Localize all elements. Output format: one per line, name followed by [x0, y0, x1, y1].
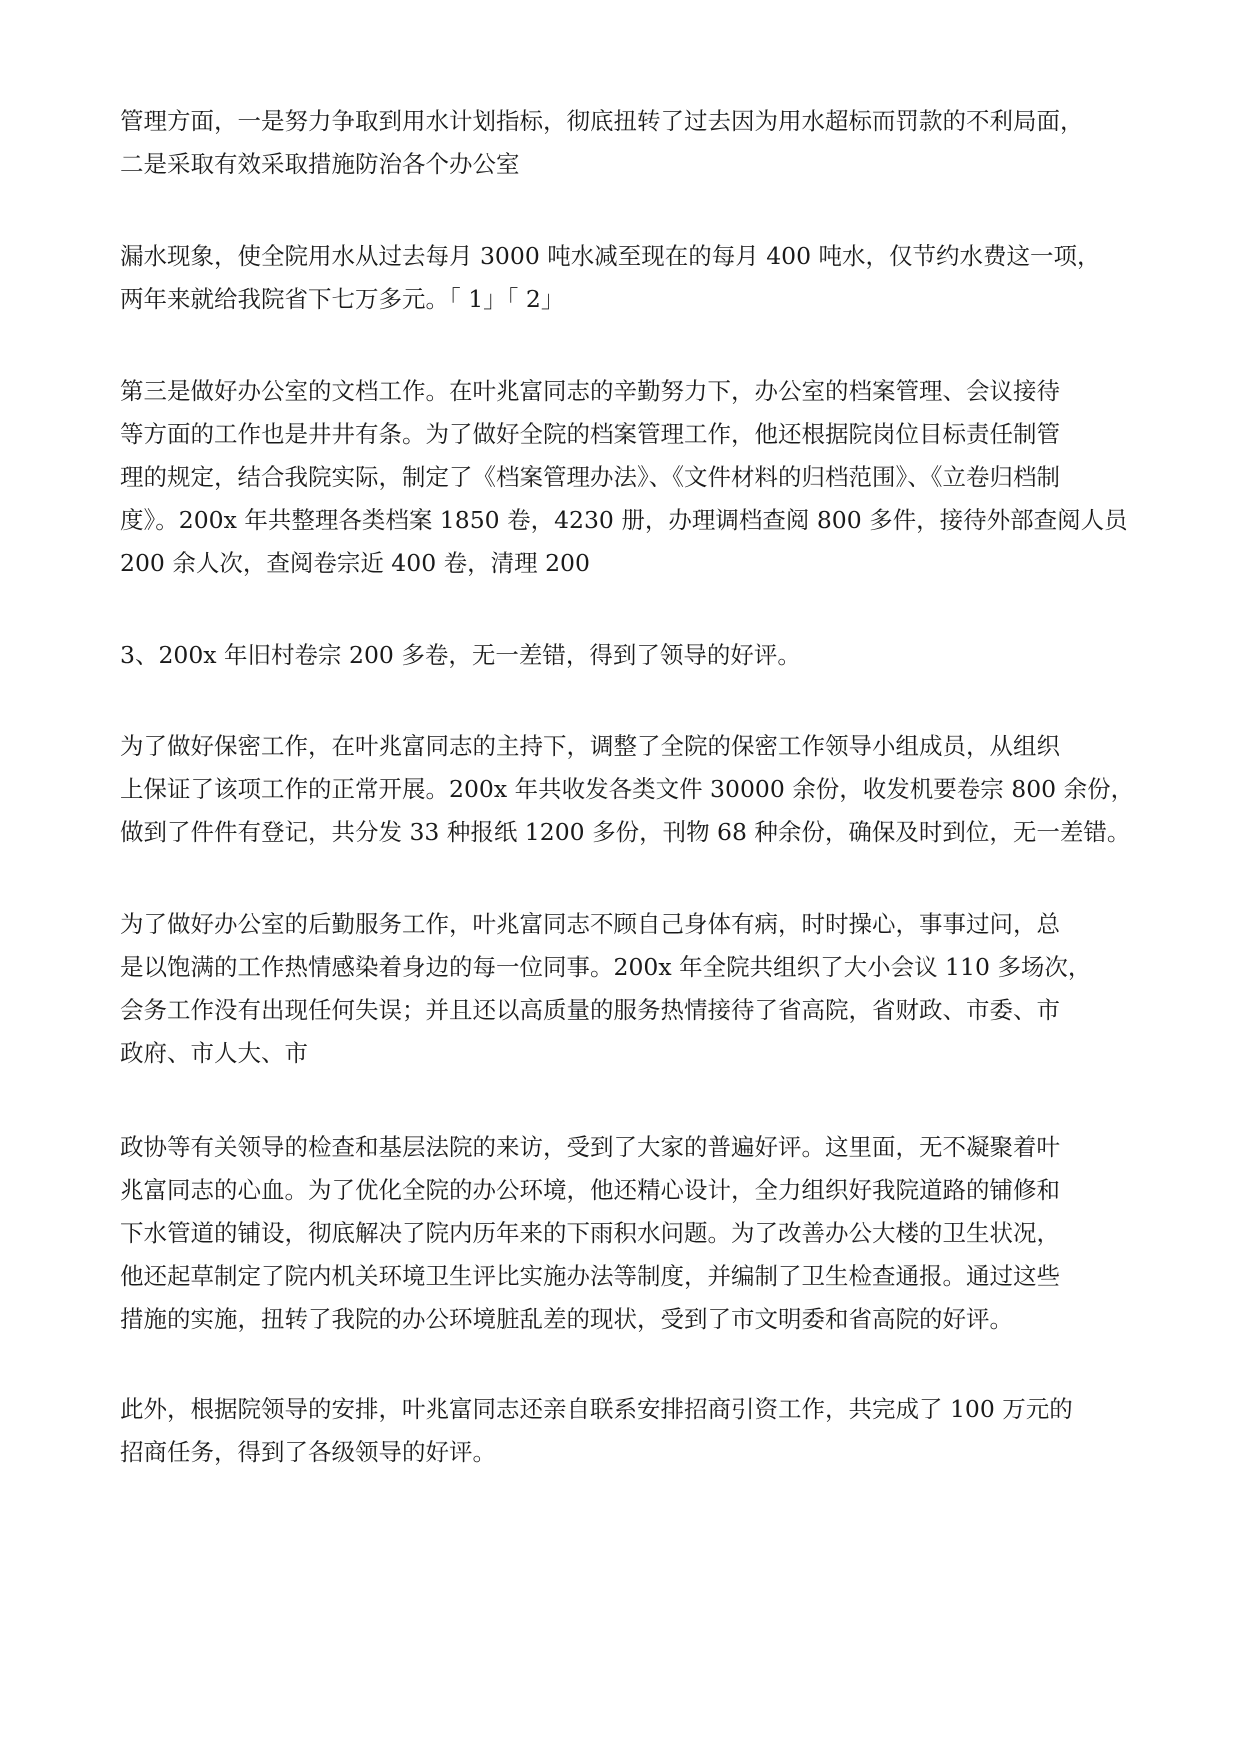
text-line: 为了做好保密工作，在叶兆富同志的主持下，调整了全院的保密工作领导小组成员，从组织	[120, 732, 1060, 760]
text-line: 他还起草制定了院内机关环境卫生评比实施办法等制度，并编制了卫生检查通报。通过这些	[120, 1262, 1060, 1290]
text-line: 两年来就给我院省下七万多元。「 1」「 2」	[120, 285, 565, 313]
text-line: 为了做好办公室的后勤服务工作，叶兆富同志不顾自己身体有病，时时操心，事事过问，总	[120, 910, 1060, 938]
text-line: 政府、市人大、市	[120, 1039, 308, 1067]
text-line: 下水管道的铺设，彻底解决了院内历年来的下雨积水问题。为了改善办公大楼的卫生状况，	[120, 1219, 1060, 1247]
text-line: 漏水现象，使全院用水从过去每月 3000 吨水减至现在的每月 400 吨水，仅节约水费这一项，	[120, 242, 1101, 270]
text-line: 会务工作没有出现任何失误；并且还以高质量的服务热情接待了省高院，省财政、市委、市	[120, 996, 1060, 1024]
text-line: 度》。200x 年共整理各类档案 1850 卷，4230 册，办理调档查阅 800 多件，接待外部查阅人员	[120, 506, 1128, 534]
paragraph-water-management	[120, 100, 1120, 186]
text-line: 3、200x 年旧村卷宗 200 多卷，无一差错，得到了领导的好评。	[120, 641, 801, 669]
text-line: 此外，根据院领导的安排，叶兆富同志还亲自联系安排招商引资工作，共完成了 100 万元的	[120, 1395, 1073, 1423]
text-line: 是以饱满的工作热情感染着身边的每一位同事。200x 年全院共组织了大小会议 110 多场次，	[120, 953, 1092, 981]
paragraph-village-files	[120, 634, 1120, 677]
text-line: 措施的实施，扭转了我院的办公环境脏乱差的现状，受到了市文明委和省高院的好评。	[120, 1305, 1013, 1333]
paragraph-confidentiality	[120, 725, 1135, 854]
paragraph-logistics	[120, 903, 1120, 1075]
paragraph-environment	[120, 1126, 1120, 1341]
text-line: 上保证了该项工作的正常开展。200x 年共收发各类文件 30000 余份，收发机要卷宗 800 余份，	[120, 775, 1135, 803]
paragraph-water-leak	[120, 235, 1120, 321]
text-line: 兆富同志的心血。为了优化全院的办公环境，他还精心设计，全力组织好我院道路的铺修和	[120, 1176, 1060, 1204]
text-line: 二是采取有效采取措施防治各个办公室	[120, 150, 520, 178]
text-line: 招商任务，得到了各级领导的好评。	[120, 1438, 496, 1466]
text-line: 政协等有关领导的检查和基层法院的来访，受到了大家的普遍好评。这里面，无不凝聚着叶	[120, 1133, 1060, 1161]
text-line: 200 余人次，查阅卷宗近 400 卷，清理 200	[120, 549, 590, 577]
text-line: 等方面的工作也是井井有条。为了做好全院的档案管理工作，他还根据院岗位目标责任制管	[120, 420, 1060, 448]
text-line: 做到了件件有登记，共分发 33 种报纸 1200 多份，刊物 68 种余份，确保及时到位，无一差错。	[120, 818, 1131, 846]
paragraph-investment	[120, 1388, 1120, 1474]
paragraph-archives	[120, 370, 1128, 585]
text-line: 管理方面，一是努力争取到用水计划指标，彻底扭转了过去因为用水超标而罚款的不利局面，	[120, 107, 1084, 135]
text-line: 理的规定，结合我院实际，制定了《档案管理办法》、《文件材料的归档范围》、《立卷归档制	[120, 463, 1060, 491]
text-line: 第三是做好办公室的文档工作。在叶兆富同志的辛勤努力下，办公室的档案管理、会议接待	[120, 377, 1060, 405]
